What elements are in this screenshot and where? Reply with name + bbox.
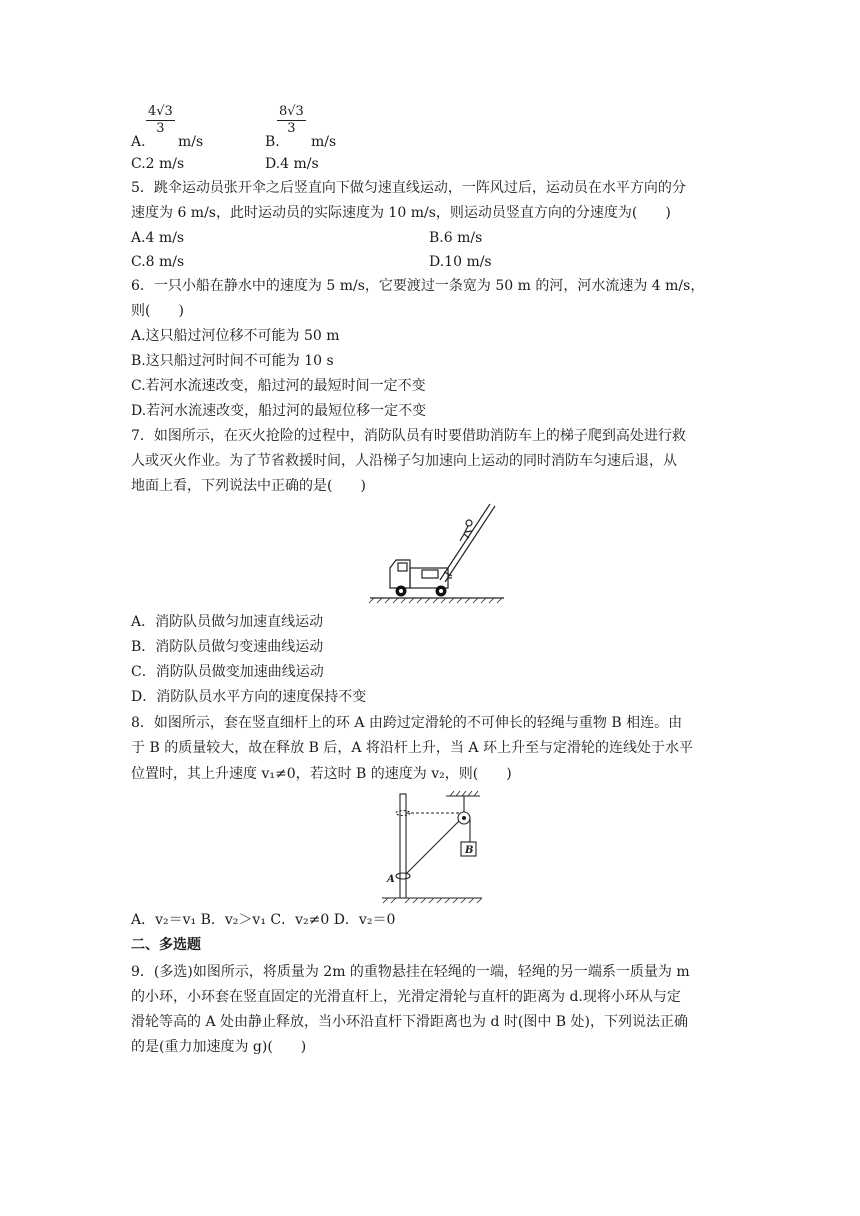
q5-option-b: B.6 m/s: [429, 230, 483, 246]
q4-option-b-fraction: [277, 104, 306, 137]
q6-option-a: A.这只船过河位移不可能为 50 m: [131, 328, 340, 344]
q4-option-b-letter: B.: [265, 134, 280, 150]
q5-stem-line-2: 速度为 6 m/s，此时运动员的实际速度为 10 m/s，则运动员竖直方向的分速度为( ): [131, 205, 671, 221]
q8-label-b: B: [465, 845, 474, 856]
q5-option-d: D.10 m/s: [429, 254, 492, 270]
q7-option-d: D．消防队员水平方向的速度保持不变: [131, 689, 367, 705]
q9-stem-line-1: 9．(多选)如图所示，将质量为 2m 的重物悬挂在轻绳的一端，轻绳的另一端系一质量为 m: [131, 964, 690, 980]
fire-truck-ladder-figure: [368, 502, 508, 604]
q8-stem-line-3: 位置时，其上升速度 v₁≠0，若这时 B 的速度为 v₂，则( ): [131, 766, 512, 782]
q7-option-a: A．消防队员做匀加速直线运动: [131, 614, 324, 630]
section-title-multiple-choice: 二、多选题: [131, 937, 201, 953]
q4-option-c: C.2 m/s: [131, 156, 185, 172]
q8-label-a: A: [387, 874, 395, 885]
q4-option-a-unit: m/s: [178, 134, 204, 150]
q5-stem-line-1: 5．跳伞运动员张开伞之后竖直向下做匀速直线运动，一阵风过后，运动员在水平方向的分: [131, 180, 686, 196]
q6-option-c: C.若河水流速改变，船过河的最短时间一定不变: [131, 378, 426, 394]
q7-stem-line-1: 7．如图所示，在灭火抢险的过程中，消防队员有时要借助消防车上的梯子爬到高处进行救: [131, 428, 686, 444]
q7-stem-line-2: 人或灭火作业。为了节省救援时间，人沿梯子匀加速向上运动的同时消防车匀速后退，从: [131, 453, 677, 469]
q7-option-c: C．消防队员做变加速曲线运动: [131, 664, 324, 680]
q9-stem-line-4: 的是(重力加速度为 g)( ): [131, 1039, 307, 1055]
q4-option-a-numerator: 4√3: [148, 104, 173, 119]
q7-stem-line-3: 地面上看，下列说法中正确的是( ): [131, 478, 366, 494]
q4-option-a-denominator: 3: [156, 121, 165, 136]
pulley-ring-figure: [380, 790, 490, 906]
q4-option-b-denominator: 3: [287, 121, 296, 136]
q8-stem-line-1: 8．如图所示，套在竖直细杆上的环 A 由跨过定滑轮的不可伸长的轻绳与重物 B 相连。由: [131, 715, 683, 731]
q5-option-a: A.4 m/s: [131, 230, 185, 246]
q8-options: A．v₂＝v₁ B．v₂＞v₁ C．v₂≠0 D．v₂＝0: [131, 912, 396, 928]
q4-option-a-fraction: [146, 104, 175, 137]
q5-option-c: C.8 m/s: [131, 254, 185, 270]
q6-stem-line-2: 则( ): [131, 303, 184, 319]
q9-stem-line-3: 滑轮等高的 A 处由静止释放，当小环沿直杆下滑距离也为 d 时(图中 B 处)，下列说法正确: [131, 1014, 688, 1030]
q6-option-b: B.这只船过河时间不可能为 10 s: [131, 353, 334, 369]
q8-stem-line-2: 于 B 的质量较大，故在释放 B 后，A 将沿杆上升，当 A 环上升至与定滑轮的连线处于水平: [131, 740, 693, 756]
q7-option-b: B．消防队员做匀变速曲线运动: [131, 639, 324, 655]
q9-stem-line-2: 的小环，小环套在竖直固定的光滑直杆上，光滑定滑轮与直杆的距离为 d.现将小环从与定: [131, 989, 681, 1005]
q4-option-b-unit: m/s: [311, 134, 337, 150]
q6-option-d: D.若河水流速改变，船过河的最短位移一定不变: [131, 403, 427, 419]
q6-stem-line-1: 6．一只小船在静水中的速度为 5 m/s，它要渡过一条宽为 50 m 的河，河水流速为 4 m/s，: [131, 278, 705, 294]
q4-option-a-letter: A.: [131, 134, 146, 150]
q4-option-b-numerator: 8√3: [279, 104, 304, 119]
q4-option-d: D.4 m/s: [265, 156, 319, 172]
